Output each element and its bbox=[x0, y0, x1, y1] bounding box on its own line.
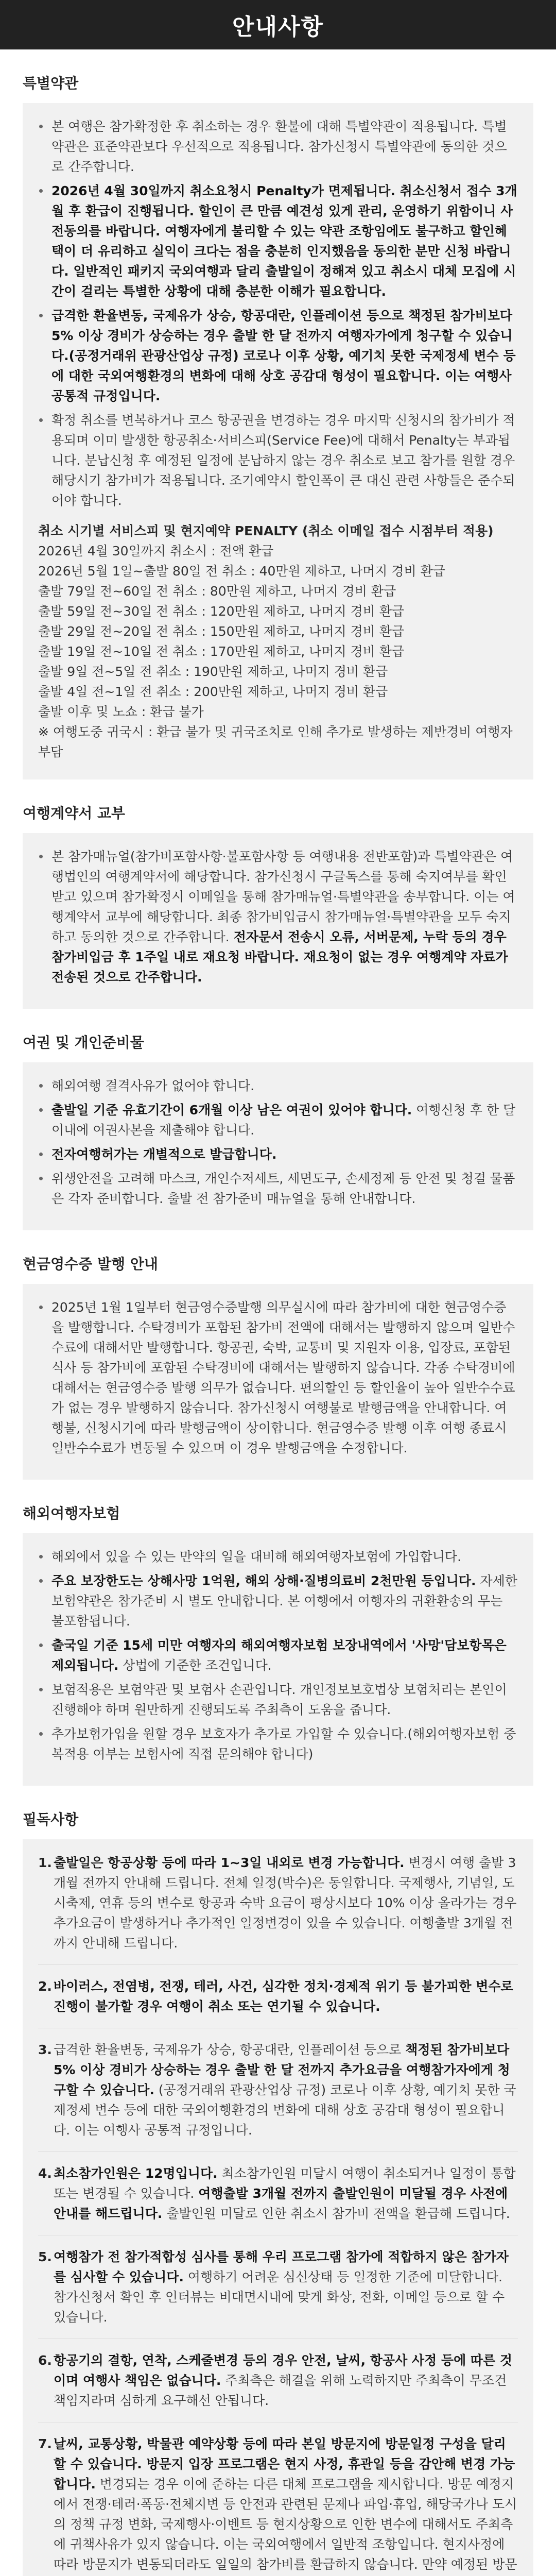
penalty-line: 2026년 5월 1일~출발 80일 전 취소 : 40만원 제하고, 나머지 경비 환급 bbox=[38, 564, 445, 579]
contract-box bbox=[23, 833, 533, 1009]
section-title: 필독사항 bbox=[23, 1811, 79, 1828]
bullet-list bbox=[38, 1547, 518, 1764]
text: 상법에 기준한 조건입니다. bbox=[118, 1658, 272, 1673]
text: 보험적용은 보험약관 및 보험사 손관입니다. 개인정보보호법상 보험처리는 본인이 진행해야 하며 원만하게 진행되도록 주최측이 도움을 줍니다. bbox=[51, 1682, 507, 1717]
item-number: 4. bbox=[38, 2166, 52, 2181]
contract-section bbox=[23, 779, 533, 1009]
bold-text: 출국일 기준 15세 미만 여행자의 해외여행자보험 보장내역에서 '사망'담보항목은 제외됩니다. bbox=[51, 1638, 507, 1673]
text: 2025년 1월 1일부터 현금영수증발행 의무실시에 따라 참가비에 대한 현금영수증을 발행합니다. 수탁경비가 포함된 참가비 전액에 대해서는 발행하지 않으며 일반수수료에 대해서만 발행합니다. 항공권, 숙박, 교통비 및 지원자 이용, 입장료, 포함된 식사 등 참가비에 포함된 수탁경비에 대해서는 발행하지 않습니다. 각종 수탁경비에 대해서는 현금영수증 발행 의무가 없습니다. 편의할인 등 할인율이 높아 일반수수료가 없는 경우 발행하지 않습니다. 참가신청시 여행불로 발행금액을 안내합니다. 여행불, 신청시기에 따라 발행금액이 상이합니다. 현금영수증 발행 이후 여행 종료시 일반수수료가 변동될 수 있으며 이 경우 발행금액을 수정합니다. bbox=[51, 1300, 515, 1455]
list-item bbox=[38, 1144, 518, 1164]
penalty-line: 출발 59일 전~30일 전 취소 : 120만원 제하고, 나머지 경비 환급 bbox=[38, 604, 405, 619]
bullet-list bbox=[38, 116, 518, 511]
penalty-lines bbox=[38, 541, 518, 762]
list-item bbox=[38, 1680, 518, 1720]
numbered-item bbox=[38, 2350, 518, 2422]
text: 해외여행 결격사유가 없어야 합니다. bbox=[51, 1078, 255, 1093]
penalty-line: ※ 여행도중 귀국시 : 환급 불가 및 귀국조치로 인해 추가로 발생하는 제반경비 여행자 부담 bbox=[38, 724, 513, 759]
text: 해외에서 있을 수 있는 만약의 일을 대비해 해외여행자보험에 가입합니다. bbox=[51, 1549, 462, 1564]
bold-text: 날씨, 교통상황, 박물관 예약상황 등에 따라 본일 방문지에 방문일정 구성을 달리할 수 있습니다. 방문지 입장 프로그램은 현지 사정, 휴관일 등을 감안해 변경 가능합니다. bbox=[54, 2436, 515, 2492]
bold-text: 2026년 4월 30일까지 취소요청시 Penalty가 면제됩니다. 취소신청서 접수 3개월 후 환급이 진행됩니다. 할인이 큰 만큼 예견성 있게 관리, 운영하기 위함이니 사전동의를 바랍니다. 여행자에게 불리할 수 있는 약관 조항임에도 불구하고 할인혜택이 더 유리하고 실익이 크다는 점을 충분히 인지했음을 동의한 분만 신청 바랍니다. 일반적인 패키지 국외여행과 달리 출발일이 정해져 있고 취소시 대체 모집에 시간이 걸리는 특별한 상황에 대해 충분한 이해가 필요합니다. bbox=[51, 183, 517, 299]
list-item bbox=[38, 1168, 518, 1209]
bullet-list bbox=[38, 846, 518, 987]
bold-text: 급격한 환율변동, 국제유가 상승, 항공대란, 인플레이션 등으로 책정된 참가비보다 5% 이상 경비가 상승하는 경우 출발 한 달 전까지 여행자가에게 청구할 수 있습니다.(공정거래위 관광산업상 규정) 코로나 이후 상황, 예기치 못한 국제정세 변수 등에 대한 국외여행환경의 변화에 대해 상호 공감대 형성이 필요합니다. 이는 여행사 공통적 규정입니다. bbox=[51, 308, 516, 403]
list-item bbox=[38, 1635, 518, 1675]
insurance-box bbox=[23, 1533, 533, 1786]
list-item bbox=[38, 1100, 518, 1140]
passport-section bbox=[23, 1009, 533, 1230]
text: 추가보험가입을 원할 경우 보호자가 추가로 가입할 수 있습니다.(해외여행자보험 중복적용 여부는 보험사에 직접 문의해야 합니다) bbox=[51, 1726, 516, 1761]
item-text bbox=[54, 1853, 518, 1953]
bold-text: 최소참가인원은 12명입니다. bbox=[54, 2166, 218, 2181]
list-item bbox=[38, 181, 518, 301]
page-header bbox=[0, 0, 556, 49]
text: 출발인원 미달로 인한 취소시 참가비 전액을 환급해 드립니다. bbox=[162, 2206, 510, 2221]
penalty-line: 출발 이후 및 노쇼 : 환급 불가 bbox=[38, 704, 204, 719]
text: 변경되는 경우 이에 준하는 다른 대체 프로그램을 제시합니다. 방문 예정지에서 전쟁·테러·폭동·전체지변 등 안전과 관련된 문제나 파업·휴업, 해당국가나 도시의 정책 규정 변화, 국제행사·이벤트 등 현지상황으로 인한 변수에 대해서도 주최측에 귀책사유가 있지 않습니다. 이는 국외여행에서 일반적 조항입니다. 현지사정에 따라 방문지가 변동되더라도 일일의 참가비를 환급하지 않습니다. 만약 예정된 방문 bbox=[54, 2477, 517, 2572]
list-item bbox=[38, 1571, 518, 1631]
bullet-list bbox=[38, 1076, 518, 1209]
text: 위생안전을 고려해 마스크, 개인수저세트, 세면도구, 손세정제 등 안전 및 청결 물품은 각자 준비합니다. 출발 전 참가준비 매뉴얼을 통해 안내합니다. bbox=[51, 1171, 515, 1206]
text: 여행신청 후 한 달 이내에 여권사본을 제출해야 합니다. bbox=[51, 1103, 516, 1138]
list-item bbox=[38, 1297, 518, 1458]
item-text bbox=[54, 2434, 518, 2576]
section-title: 특별약관 bbox=[23, 75, 79, 92]
notes-section bbox=[23, 1786, 533, 2576]
section-title: 여행계약서 교부 bbox=[23, 805, 126, 822]
bold-text: 전자문서 전송시 오류, 서버문제, 누락 등의 경우 참가비입금 후 1주일 내로 재요청 바랍니다. 재요청이 없는 경우 여행계약 자료가 전송된 것으로 간주합니다. bbox=[51, 929, 508, 985]
section-title: 현금영수증 발행 안내 bbox=[23, 1256, 158, 1273]
item-text bbox=[54, 1976, 518, 2016]
page-title: 안내사항 bbox=[232, 14, 324, 40]
item-text bbox=[54, 2247, 518, 2327]
penalty-line: 출발 29일 전~20일 전 취소 : 150만원 제하고, 나머지 경비 환급 bbox=[38, 624, 405, 639]
special-terms-box bbox=[23, 103, 533, 779]
bullet-list bbox=[38, 1297, 518, 1458]
cash-receipt-section bbox=[23, 1230, 533, 1480]
penalty-line: 출발 19일 전~10일 전 취소 : 170만원 제하고, 나머지 경비 환급 bbox=[38, 644, 405, 659]
passport-box bbox=[23, 1062, 533, 1230]
bold-text: 주요 보장한도는 상해사망 1억원, 해외 상해·질병의료비 2천만원 등입니다. bbox=[51, 1573, 476, 1588]
penalty-line: 2026년 4월 30일까지 취소시 : 전액 환급 bbox=[38, 544, 274, 558]
list-item bbox=[38, 846, 518, 987]
list-item bbox=[38, 410, 518, 511]
text: 확정 취소를 변복하거나 코스 항공권을 변경하는 경우 마지막 신청시의 참가비가 적용되며 이미 발생한 항공취소·서비스피(Service Fee)에 대해서 Penalty는 부과됩니다. 분납신청 후 예정된 일정에 분납하지 않는 경우 취소로 보고 참가를 원할 경우 해당시기 참가비가 적용됩니다. 조기예약시 할인폭이 큰 대신 관련 사항들은 준수되어야 합니다. bbox=[51, 413, 515, 508]
numbered-item bbox=[38, 1853, 518, 1965]
item-number: 6. bbox=[38, 2353, 52, 2368]
bold-text: 항공기의 결항, 연착, 스케줄변경 등의 경우 안전, 날씨, 항공사 사정 등에 따른 것이며 여행사 책임은 없습니다. bbox=[54, 2353, 513, 2388]
numbered-item bbox=[38, 2163, 518, 2235]
bold-text: 출발일은 항공상황 등에 따라 1~3일 내외로 변경 가능합니다. bbox=[54, 1855, 405, 1870]
list-item bbox=[38, 116, 518, 177]
list-item bbox=[38, 1547, 518, 1567]
list-item bbox=[38, 306, 518, 406]
bold-text: 출발일 기준 유효기간이 6개월 이상 남은 여권이 있어야 합니다. bbox=[51, 1103, 412, 1117]
penalty-title: 취소 시기별 서비스피 및 현지예약 PENALTY (취소 이메일 접수 시점부터 적용) bbox=[38, 523, 494, 538]
numbered-list bbox=[38, 1853, 518, 2576]
text: 주최측은 해결을 위해 노력하지만 주최측이 무조건 책임지라며 심하게 요구해선 안됩니다. bbox=[54, 2373, 507, 2408]
special-terms-section bbox=[23, 49, 533, 779]
text: 본 여행은 참가확정한 후 취소하는 경우 환불에 대해 특별약관이 적용됩니다. 특별약관은 표준약관보다 우선적으로 적용됩니다. 참가신청시 특별약관에 동의한 것으로 간주합니다. bbox=[51, 119, 507, 174]
numbered-item bbox=[38, 1976, 518, 2028]
text: 여행하기 어려운 심신상태 등 일정한 기준에 미달합니다. 참가신청서 확인 후 인터뷰는 비대면시내에 맞게 화상, 전화, 이메일 등으로 할 수 있습니다. bbox=[54, 2269, 505, 2325]
list-item bbox=[38, 1724, 518, 1764]
bold-text: 여행출발 3개월 전까지 출발인원이 미달될 경우 사전에 안내를 해드립니다. bbox=[54, 2186, 508, 2221]
item-text bbox=[54, 2040, 518, 2140]
numbered-item bbox=[38, 2247, 518, 2339]
item-text bbox=[54, 2163, 518, 2224]
bold-text: 바이러스, 전염병, 전쟁, 테러, 사건, 심각한 정치·경제적 위기 등 불가피한 변수로 진행이 불가할 경우 여행이 취소 또는 연기될 수 있습니다. bbox=[54, 1979, 513, 2014]
numbered-item bbox=[38, 2040, 518, 2152]
list-item bbox=[38, 1076, 518, 1096]
text: (공정거래위 관광산업상 규정) 코로나 이후 상황, 예기치 못한 국제정세 변수 등에 대한 국외여행환경의 변화에 대해 상호 공감대 형성이 필요합니다. 이는 여행사 공통적 규정입니다. bbox=[54, 2082, 516, 2138]
bold-text: 책정된 참가비보다 5% 이상 경비가 상승하는 경우 출발 한 달 전까지 추가요금을 여행참가자에게 청구할 수 있습니다. bbox=[54, 2042, 510, 2097]
text: 자세한 보험약관은 참가준비 시 별도 안내합니다. 본 여행에서 여행자의 귀환환송의 무는 불포함됩니다. bbox=[51, 1573, 517, 1629]
section-title: 여권 및 개인준비물 bbox=[23, 1034, 144, 1051]
item-number: 5. bbox=[38, 2249, 52, 2264]
text: 급격한 환율변동, 국제유가 상승, 항공대란, 인플레이션 등으로 bbox=[54, 2042, 406, 2057]
penalty-line: 출발 79일 전~60일 전 취소 : 80만원 제하고, 나머지 경비 환급 bbox=[38, 584, 396, 599]
item-text bbox=[54, 2350, 518, 2411]
numbered-item bbox=[38, 2434, 518, 2576]
section-title: 해외여행자보험 bbox=[23, 1505, 120, 1522]
notes-box bbox=[23, 1839, 533, 2576]
text: 본 참가매뉴얼(참가비포함사항·불포함사항 등 여행내용 전반포함)과 특별약관은 여행법인의 여행계약서에 해당합니다. 참가신청시 구글독스를 통해 숙지여부를 확인받고 있으며 참가확정시 이메일을 통해 참가매뉴얼·특별약관을 송부합니다. 이는 여행계약서 교부에 해당합니다. 최종 참가비입금시 참가매뉴얼·특별약관을 모두 숙지하고 동의한 것으로 간주합니다. bbox=[51, 849, 515, 944]
item-number: 2. bbox=[38, 1979, 52, 1994]
penalty-line: 출발 4일 전~1일 전 취소 : 200만원 제하고, 나머지 경비 환급 bbox=[38, 684, 388, 699]
text: 최소참가인원 미달시 여행이 취소되거나 일정이 통합 또는 변경될 수 있습니다. bbox=[54, 2166, 516, 2201]
text: 변경시 여행 출발 3개월 전까지 안내해 드립니다. 전체 일정(박수)은 동일합니다. 국제행사, 기념일, 도시축제, 연휴 등의 변수로 항공과 숙박 요금이 평상시보다 10% 이상 올라가는 경우 추가요금이 발생하거나 추가적인 일정변경이 있을 수 있습니다. 여행출발 3개월 전까지 안내해 드립니다. bbox=[54, 1855, 517, 1951]
item-number: 7. bbox=[38, 2436, 52, 2451]
penalty-line: 출발 9일 전~5일 전 취소 : 190만원 제하고, 나머지 경비 환급 bbox=[38, 664, 388, 679]
item-number: 3. bbox=[38, 2042, 52, 2057]
item-number: 1. bbox=[38, 1855, 52, 1870]
insurance-section bbox=[23, 1480, 533, 1786]
cash-receipt-box bbox=[23, 1284, 533, 1480]
bold-text: 여행참가 전 참가적합성 심사를 통해 우리 프로그램 참가에 적합하지 않은 참가자를 심사할 수 있습니다. bbox=[54, 2249, 509, 2284]
bold-text: 전자여행허가는 개별적으로 발급합니다. bbox=[51, 1147, 277, 1162]
notice-content bbox=[0, 49, 556, 2576]
